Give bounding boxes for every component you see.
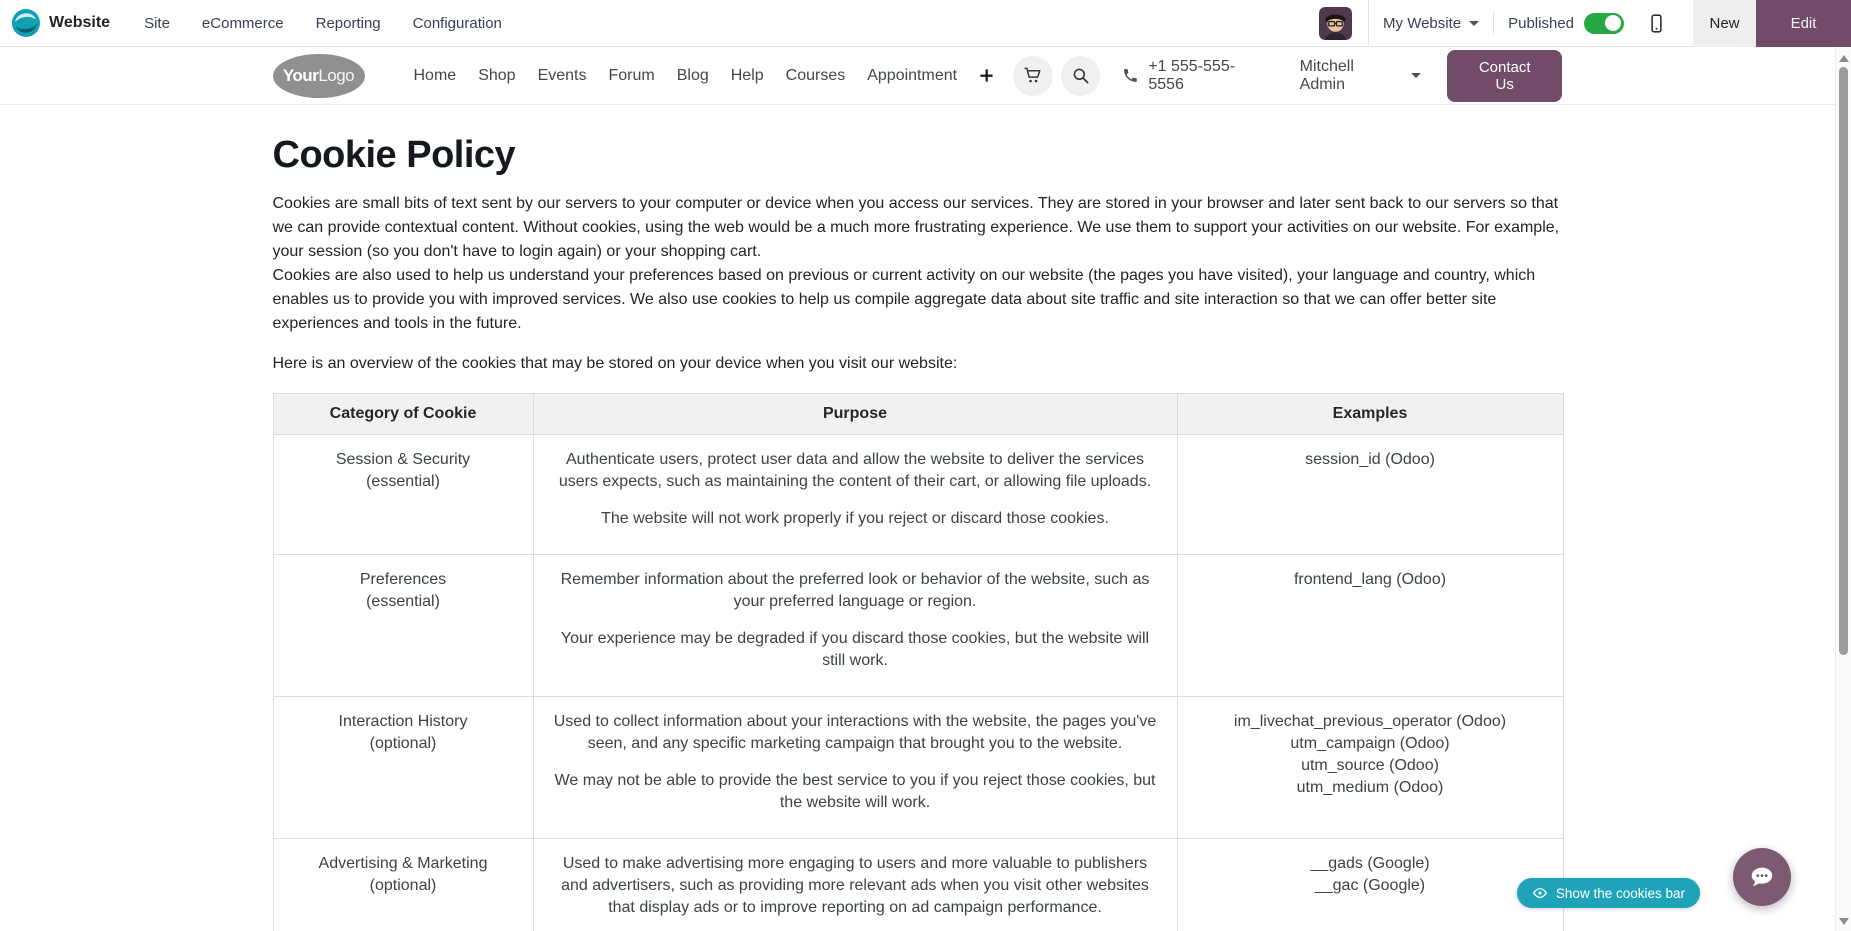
row-purpose: Remember information about the preferred look or behavior of the website, such as your preferred language or region. — [560, 571, 1150, 610]
header-purpose: Purpose — [533, 394, 1177, 435]
table-intro-line: Here is an overview of the cookies that may be stored on your device when you visit our website: — [272, 355, 958, 372]
search-icon[interactable] — [1061, 56, 1101, 96]
row-example: __gads (Google) — [1310, 855, 1430, 872]
logo-text-bold: Your — [282, 65, 319, 85]
row-category: Session & Security — [335, 451, 471, 468]
eye-icon — [1532, 885, 1548, 901]
page-title: Cookie Policy — [272, 134, 516, 176]
row-category-note: (essential) — [366, 473, 440, 490]
table-header-row — [273, 394, 1563, 435]
website-switcher-label: My Website — [1383, 14, 1462, 32]
intro-paragraph-2: Cookies are also used to help us understand your preferences based on previous or current activity on our website (the pages you have visited), your language and country, which enables us to provide you with improved services. We also use cookies to help us compile aggregate data about site traffic and site interaction so that we can offer better site experiences and tools in the future. — [272, 267, 1536, 332]
logo-text-light: Logo — [318, 65, 355, 85]
row-purpose: Used to collect information about your interactions with the website, the pages you've seen, and any specific marketing campaign that brought you to the website. — [553, 713, 1157, 752]
scroll-up-arrow-icon[interactable] — [1839, 55, 1849, 62]
table-row — [273, 697, 1563, 839]
row-category-note: (optional) — [369, 735, 437, 752]
intro-paragraph-1: Cookies are small bits of text sent by our servers to your computer or device when you access our services. They are stored in your browser and later sent back to our servers so that we can provide contextual content. Without cookies, using the web would be a much more frustrating experience. We use them to support your activities on our website. For example, your session (so you don't have to login again) or your shopping cart. — [272, 195, 1560, 260]
toggle-knob — [1605, 15, 1621, 31]
row-purpose: Used to make advertising more engaging to users and more valuable to publishers and advertisers, such as providing more relevant ads when you visit other websites that display ads or to improve reporting on ad campaign performance. — [561, 855, 1149, 916]
cookies-table — [273, 393, 1564, 931]
app-name[interactable]: Website — [49, 14, 111, 31]
row-example: __gac (Google) — [1314, 877, 1426, 894]
row-example: im_livechat_previous_operator (Odoo) — [1233, 713, 1507, 730]
page-content — [273, 134, 1563, 931]
menu-forum[interactable]: Forum — [608, 66, 655, 84]
page-scrollbar[interactable] — [1835, 47, 1851, 931]
phone-link[interactable] — [1122, 58, 1269, 94]
admin-menu-site[interactable]: Site — [144, 14, 170, 32]
user-avatar[interactable] — [1319, 7, 1352, 40]
admin-menu — [144, 15, 502, 32]
menu-appointment[interactable]: Appointment — [867, 66, 958, 84]
edit-button[interactable]: Edit — [1756, 0, 1851, 47]
menu-blog[interactable]: Blog — [676, 66, 709, 84]
admin-top-bar — [0, 0, 1851, 47]
menu-home[interactable]: Home — [413, 66, 457, 84]
site-menu — [403, 67, 1006, 85]
row-example: session_id (Odoo) — [1305, 451, 1435, 468]
phone-number: +1 555-555-5556 — [1148, 57, 1236, 93]
row-category-note: (essential) — [366, 593, 440, 610]
row-category: Advertising & Marketing — [318, 855, 488, 872]
divider — [1368, 0, 1369, 47]
row-purpose: Authenticate users, protect user data and allow the website to deliver the services users expects, such as maintaining the content of their cart, or allowing file uploads. — [558, 451, 1152, 490]
cart-icon[interactable] — [1013, 56, 1053, 96]
menu-help[interactable]: Help — [730, 66, 764, 84]
website-app-icon[interactable] — [12, 9, 40, 37]
header-category: Category of Cookie — [273, 394, 533, 435]
show-cookies-bar-label: Show the cookies bar — [1555, 885, 1685, 901]
published-toggle[interactable] — [1584, 13, 1624, 34]
row-category-note: (optional) — [369, 877, 437, 894]
menu-events[interactable]: Events — [537, 66, 587, 84]
menu-shop[interactable]: Shop — [478, 66, 516, 84]
website-navbar — [0, 47, 1835, 105]
scrollbar-thumb[interactable] — [1839, 67, 1848, 655]
row-category: Interaction History — [338, 713, 468, 730]
contact-us-button[interactable]: Contact Us — [1447, 50, 1563, 102]
row-example: utm_medium (Odoo) — [1296, 779, 1444, 796]
site-logo[interactable] — [273, 54, 365, 98]
row-example: utm_source (Odoo) — [1301, 757, 1439, 774]
table-row — [273, 839, 1563, 931]
mobile-preview-icon[interactable] — [1646, 13, 1667, 34]
row-purpose: We may not be able to provide the best service to you if you reject those cookies, but the website will work. — [554, 772, 1156, 811]
caret-down-icon — [1469, 21, 1479, 26]
row-example: utm_campaign (Odoo) — [1290, 735, 1450, 752]
caret-down-icon — [1411, 73, 1421, 78]
user-name: Mitchell Admin — [1299, 57, 1354, 93]
show-cookies-bar-button[interactable] — [1517, 878, 1700, 908]
scroll-down-arrow-icon[interactable] — [1839, 918, 1849, 925]
add-menu-item-icon[interactable] — [968, 68, 1005, 83]
table-row — [273, 435, 1563, 555]
row-purpose: Your experience may be degraded if you discard those cookies, but the website will still work. — [560, 630, 1150, 669]
admin-menu-configuration[interactable]: Configuration — [412, 14, 502, 32]
header-examples: Examples — [1177, 394, 1563, 435]
row-example: frontend_lang (Odoo) — [1293, 571, 1447, 588]
divider — [1493, 12, 1494, 34]
chat-bubble-icon — [1747, 862, 1777, 892]
phone-icon — [1122, 67, 1139, 84]
table-row — [273, 555, 1563, 697]
livechat-button[interactable] — [1733, 848, 1791, 906]
row-category: Preferences — [359, 571, 447, 588]
new-button[interactable]: New — [1693, 0, 1756, 47]
row-purpose: The website will not work properly if you reject or discard those cookies. — [601, 510, 1109, 527]
user-account-menu[interactable] — [1300, 58, 1421, 94]
published-label: Published — [1508, 14, 1574, 32]
admin-menu-ecommerce[interactable]: eCommerce — [201, 14, 284, 32]
website-switcher[interactable] — [1383, 15, 1479, 32]
menu-courses[interactable]: Courses — [785, 66, 846, 84]
admin-menu-reporting[interactable]: Reporting — [315, 14, 381, 32]
